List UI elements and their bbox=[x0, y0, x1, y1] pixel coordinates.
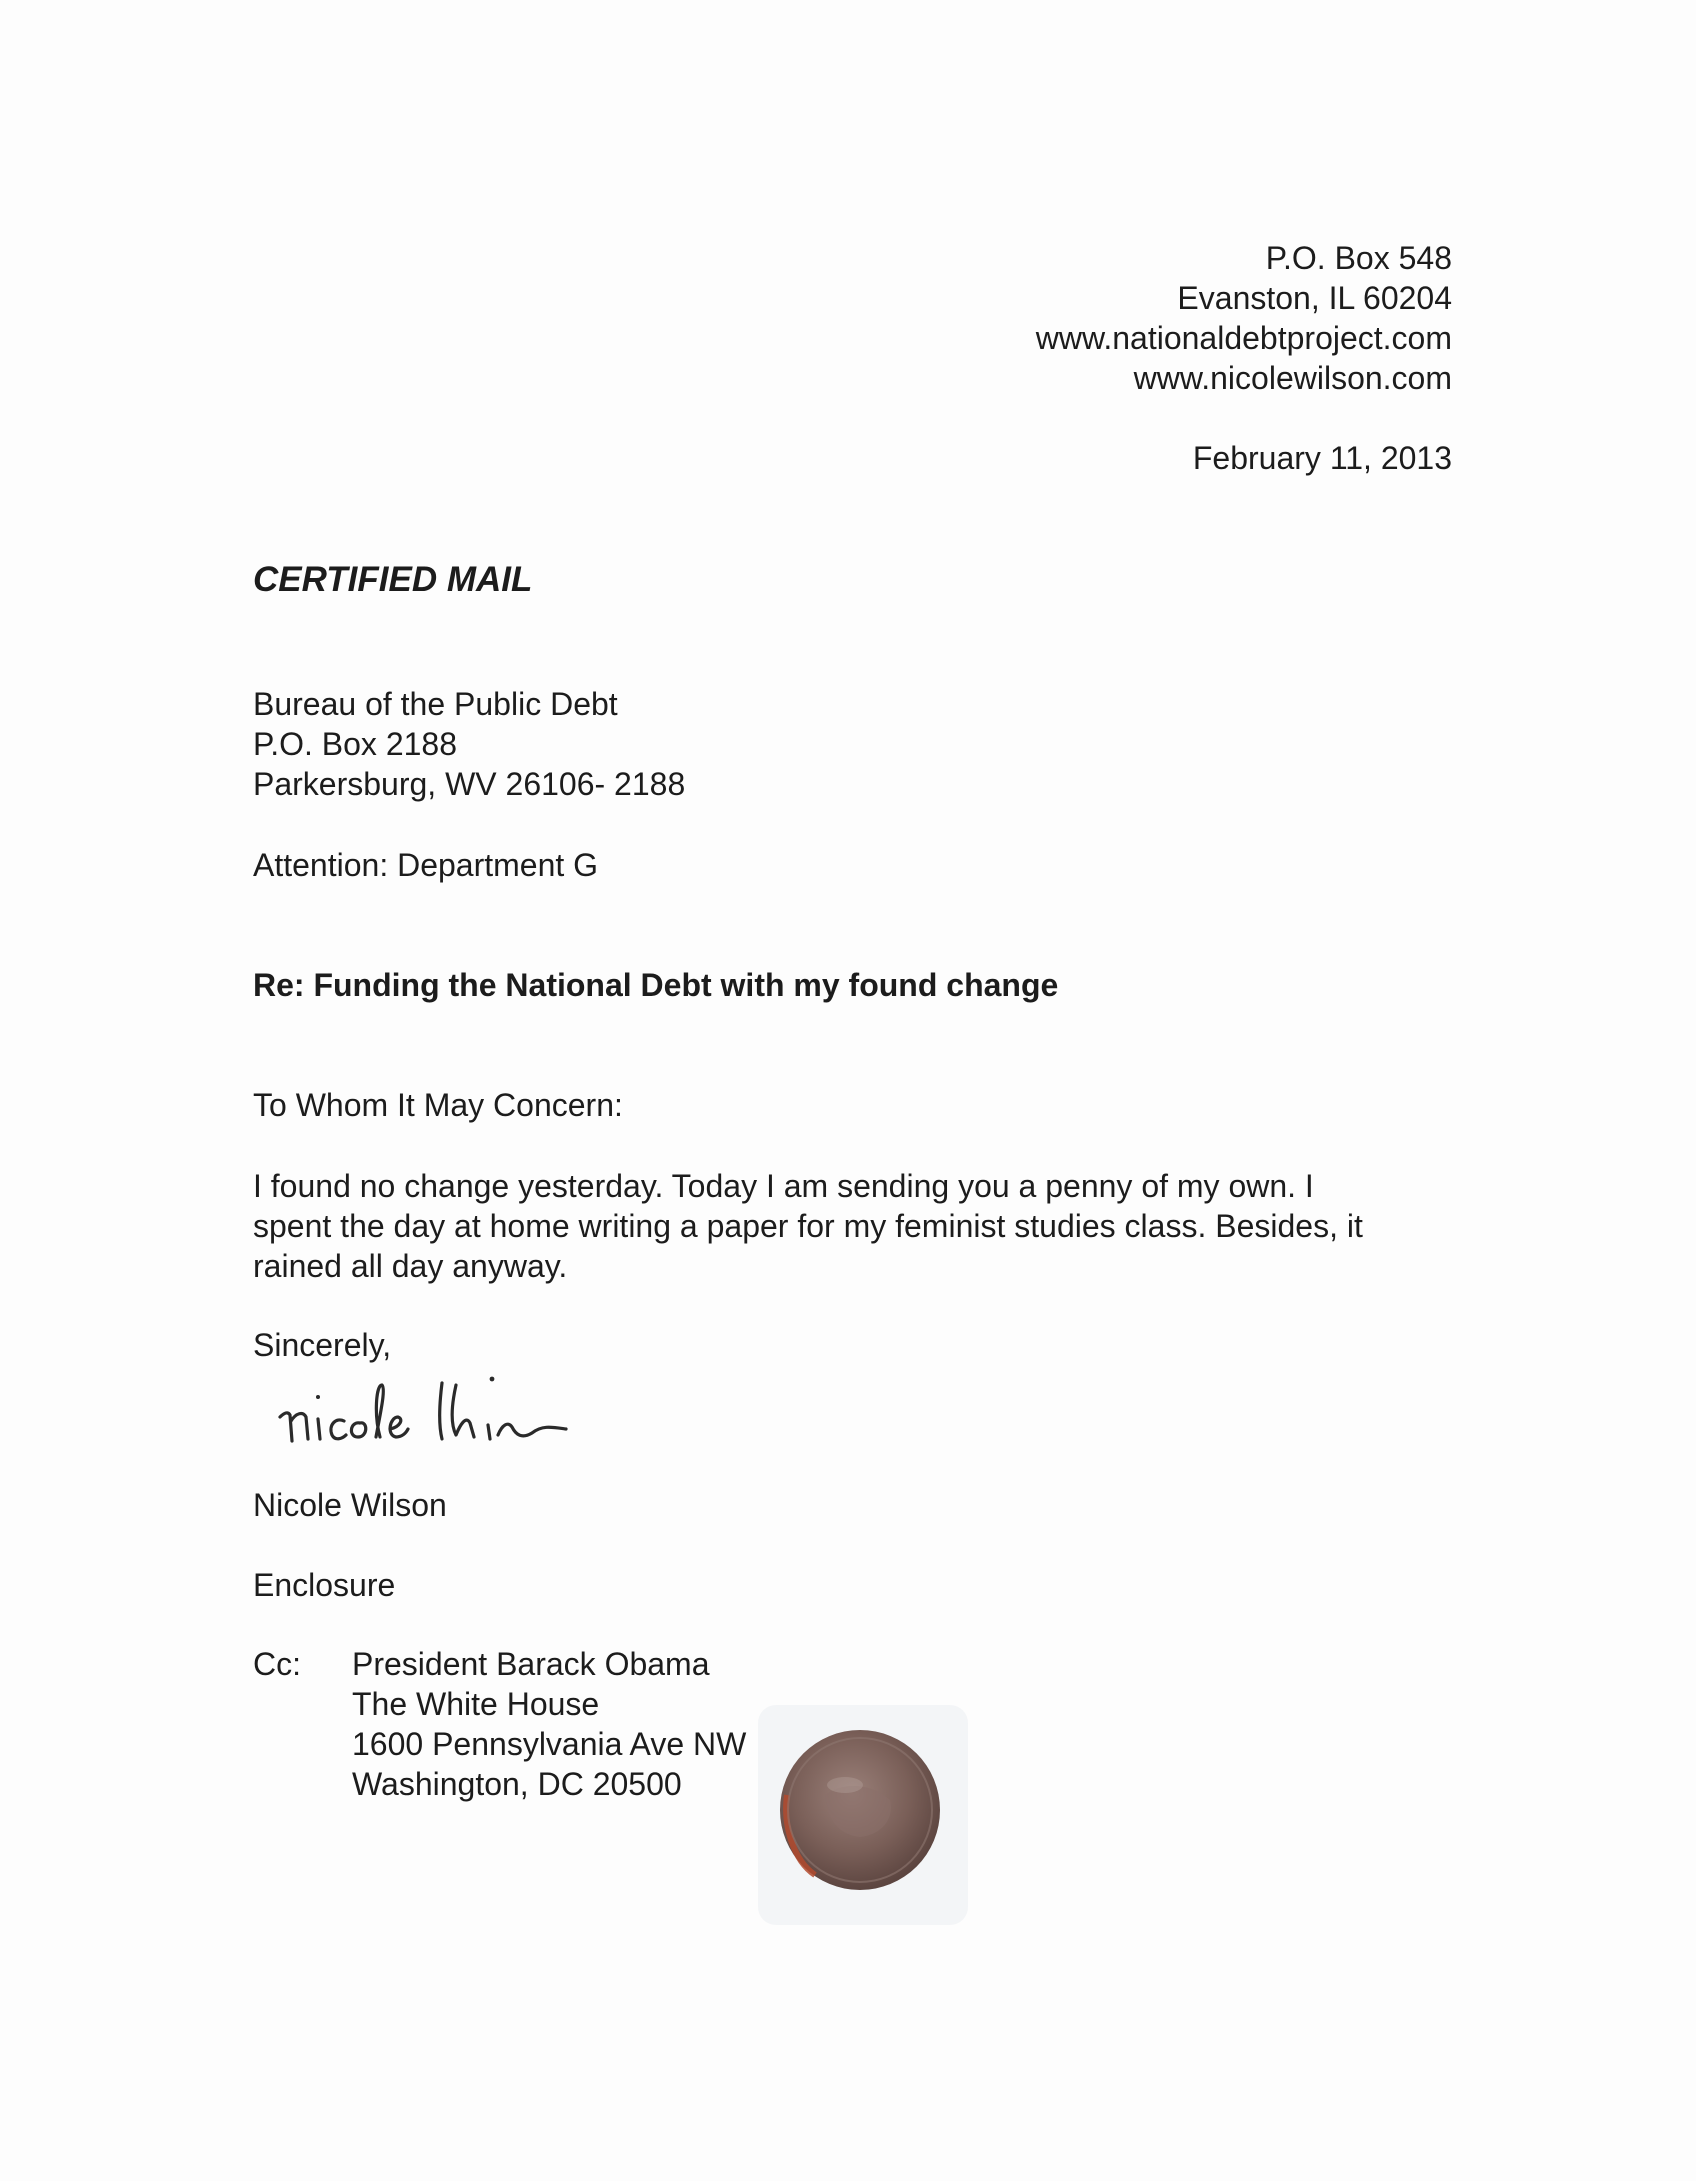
penny-coin-image bbox=[775, 1725, 945, 1895]
sender-website-nicole-wilson: www.nicolewilson.com bbox=[1133, 360, 1452, 396]
sender-po-box: P.O. Box 548 bbox=[1265, 240, 1452, 276]
cc-recipient-street: 1600 Pennsylvania Ave NW bbox=[352, 1726, 747, 1762]
sender-city-state-zip: Evanston, IL 60204 bbox=[1177, 280, 1452, 316]
recipient-name: Bureau of the Public Debt bbox=[253, 686, 618, 722]
recipient-po-box: P.O. Box 2188 bbox=[253, 726, 457, 762]
cc-recipient-city-state-zip: Washington, DC 20500 bbox=[352, 1766, 682, 1802]
certified-mail-heading: CERTIFIED MAIL bbox=[253, 560, 533, 599]
signer-name: Nicole Wilson bbox=[253, 1487, 447, 1523]
enclosure-notation: Enclosure bbox=[253, 1567, 396, 1603]
cc-recipient-name: President Barack Obama bbox=[352, 1646, 710, 1682]
recipient-address-block bbox=[253, 684, 685, 804]
salutation: To Whom It May Concern: bbox=[253, 1087, 623, 1123]
body-line: spent the day at home writing a paper for my feminist studies class. Besides, it bbox=[253, 1208, 1363, 1244]
body-line: rained all day anyway. bbox=[253, 1248, 568, 1284]
sender-address-block bbox=[1036, 238, 1452, 398]
body-paragraph bbox=[253, 1166, 1473, 1286]
attention-line: Attention: Department G bbox=[253, 847, 599, 883]
sender-website-national-debt-project: www.nationaldebtproject.com bbox=[1035, 320, 1452, 356]
cc-address-block bbox=[352, 1644, 746, 1804]
cc-recipient-building: The White House bbox=[352, 1686, 600, 1722]
body-line: I found no change yesterday. Today I am sending you a penny of my own. I bbox=[253, 1168, 1314, 1204]
handwritten-signature bbox=[270, 1355, 670, 1475]
cc-label: Cc: bbox=[253, 1646, 301, 1682]
letter-date: February 11, 2013 bbox=[1192, 440, 1452, 476]
recipient-city-state-zip: Parkersburg, WV 26106- 2188 bbox=[253, 766, 686, 802]
subject-line: Re: Funding the National Debt with my found change bbox=[253, 967, 1059, 1003]
closing: Sincerely, bbox=[253, 1327, 392, 1363]
